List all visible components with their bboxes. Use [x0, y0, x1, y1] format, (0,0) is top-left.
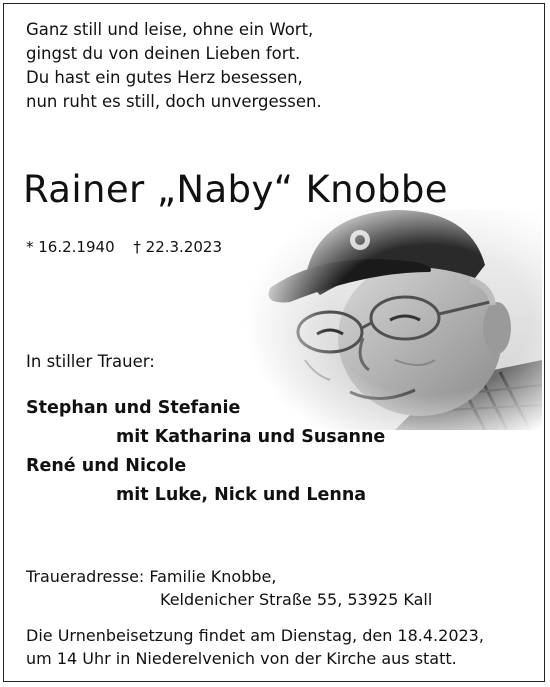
death-date: † 22.3.2023 [133, 238, 222, 256]
birth-date: * 16.2.1940 [26, 238, 115, 256]
family-line: mit Luke, Nick und Lenna [116, 485, 367, 505]
address-line: Keldenicher Straße 55, 53925 Kall [160, 590, 433, 609]
memorial-poem [26, 18, 322, 114]
notice-line: Die Urnenbeisetzung findet am Dienstag, den 18.4.2023, [26, 626, 484, 645]
burial-notice [26, 624, 484, 670]
mourning-label: In stiller Trauer: [26, 352, 155, 371]
notice-line: um 14 Uhr in Niederelvenich von der Kirche aus statt. [26, 649, 457, 668]
family-line: René und Nicole [26, 456, 187, 476]
family-line: Stephan und Stefanie [26, 398, 241, 418]
family-line: mit Katharina und Susanne [116, 427, 386, 447]
deceased-name: Rainer „Naby“ Knobbe [23, 168, 448, 211]
poem-line: Ganz still und leise, ohne ein Wort, [26, 20, 314, 39]
address-line: Traueradresse: Familie Knobbe, [26, 567, 277, 586]
poem-line: nun ruht es still, doch unvergessen. [26, 92, 322, 111]
poem-line: Du hast ein gutes Herz besessen, [26, 68, 303, 87]
poem-line: gingst du von deinen Lieben fort. [26, 44, 301, 63]
mourning-address [26, 565, 432, 611]
life-dates [26, 238, 236, 256]
family-list [26, 394, 385, 510]
